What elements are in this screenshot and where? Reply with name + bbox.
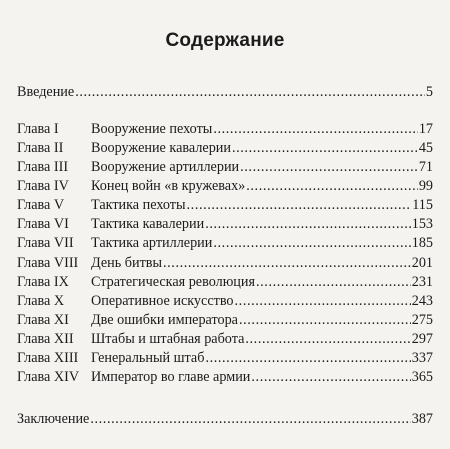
chapter-name: Тактика пехоты bbox=[91, 197, 186, 213]
entry-page: 387 bbox=[411, 411, 433, 427]
toc-entry-chapter bbox=[17, 254, 433, 273]
toc-entry-chapter bbox=[17, 139, 433, 158]
chapter-page: 275 bbox=[411, 312, 433, 328]
toc-entry-chapter bbox=[17, 273, 433, 292]
dot-leader bbox=[246, 177, 418, 196]
chapter-name: Вооружение артиллерии bbox=[91, 159, 240, 175]
dot-leader bbox=[75, 83, 425, 102]
chapter-page: 71 bbox=[418, 159, 433, 175]
chapter-label: Глава VII bbox=[17, 235, 74, 251]
toc-entry-chapter bbox=[17, 234, 433, 253]
toc-entry-chapter bbox=[17, 311, 433, 330]
toc-entry-chapter bbox=[17, 196, 433, 215]
chapter-label: Глава XIII bbox=[17, 350, 79, 366]
dot-leader bbox=[235, 292, 411, 311]
chapter-label: Глава I bbox=[17, 121, 59, 137]
chapter-name: Тактика кавалерии bbox=[91, 216, 205, 232]
chapter-page: 243 bbox=[411, 293, 433, 309]
toc-entry-intro bbox=[17, 83, 433, 102]
chapter-label: Глава XIV bbox=[17, 369, 80, 385]
chapter-name: Две ошибки императора bbox=[91, 312, 238, 328]
chapter-name: Вооружение кавалерии bbox=[91, 140, 231, 156]
chapter-name: Вооружение пехоты bbox=[91, 121, 213, 137]
dot-leader bbox=[256, 273, 411, 292]
chapter-page: 201 bbox=[411, 255, 433, 271]
chapter-label: Глава VIII bbox=[17, 255, 79, 271]
toc-entry-chapter bbox=[17, 215, 433, 234]
chapter-label: Глава VI bbox=[17, 216, 69, 232]
entry-page: 5 bbox=[425, 84, 433, 100]
entry-name: Заключение bbox=[17, 411, 90, 427]
chapter-page: 99 bbox=[418, 178, 433, 194]
dot-leader bbox=[245, 330, 410, 349]
chapter-name: Стратегическая революция bbox=[91, 274, 256, 290]
dot-leader bbox=[232, 139, 418, 158]
dot-leader bbox=[163, 254, 411, 273]
toc-entry-chapter bbox=[17, 177, 433, 196]
dot-leader bbox=[240, 158, 418, 177]
chapter-label: Глава X bbox=[17, 293, 65, 309]
dot-leader bbox=[205, 349, 410, 368]
chapter-name: Конец войн «в кружевах» bbox=[91, 178, 246, 194]
dot-leader bbox=[239, 311, 411, 330]
chapter-page: 115 bbox=[412, 197, 433, 213]
dot-leader bbox=[251, 368, 410, 387]
dot-leader bbox=[90, 410, 410, 429]
chapter-label: Глава V bbox=[17, 197, 65, 213]
chapter-label: Глава III bbox=[17, 159, 69, 175]
toc-entry-chapter bbox=[17, 330, 433, 349]
chapter-label: Глава II bbox=[17, 140, 64, 156]
chapter-label: Глава XI bbox=[17, 312, 69, 328]
chapter-page: 365 bbox=[411, 369, 433, 385]
chapter-name: Генеральный штаб bbox=[91, 350, 205, 366]
chapter-page: 337 bbox=[411, 350, 433, 366]
toc-entry-chapter bbox=[17, 158, 433, 177]
chapter-name: Штабы и штабная работа bbox=[91, 331, 245, 347]
chapter-page: 45 bbox=[418, 140, 433, 156]
chapter-name: Тактика артиллерии bbox=[91, 235, 213, 251]
dot-leader bbox=[187, 196, 412, 215]
page-title: Содержание bbox=[165, 30, 285, 51]
chapter-page: 17 bbox=[418, 121, 433, 137]
chapter-page: 185 bbox=[411, 235, 433, 251]
toc-entry-chapter bbox=[17, 368, 433, 387]
toc-entry-chapter bbox=[17, 120, 433, 139]
chapter-label: Глава XII bbox=[17, 331, 74, 347]
dot-leader bbox=[213, 234, 410, 253]
dot-leader bbox=[213, 120, 418, 139]
chapter-page: 153 bbox=[411, 216, 433, 232]
chapter-label: Глава IX bbox=[17, 274, 69, 290]
chapter-page: 231 bbox=[411, 274, 433, 290]
chapter-page: 297 bbox=[411, 331, 433, 347]
toc-entry-conclusion bbox=[17, 410, 433, 429]
toc-entry-chapter bbox=[17, 292, 433, 311]
chapter-name: Оперативное искусство bbox=[91, 293, 234, 309]
entry-name: Введение bbox=[17, 84, 75, 100]
chapter-name: День битвы bbox=[91, 255, 162, 271]
chapter-name: Император во главе армии bbox=[91, 369, 251, 385]
dot-leader bbox=[205, 215, 411, 234]
chapter-label: Глава IV bbox=[17, 178, 69, 194]
toc-entry-chapter bbox=[17, 349, 433, 368]
